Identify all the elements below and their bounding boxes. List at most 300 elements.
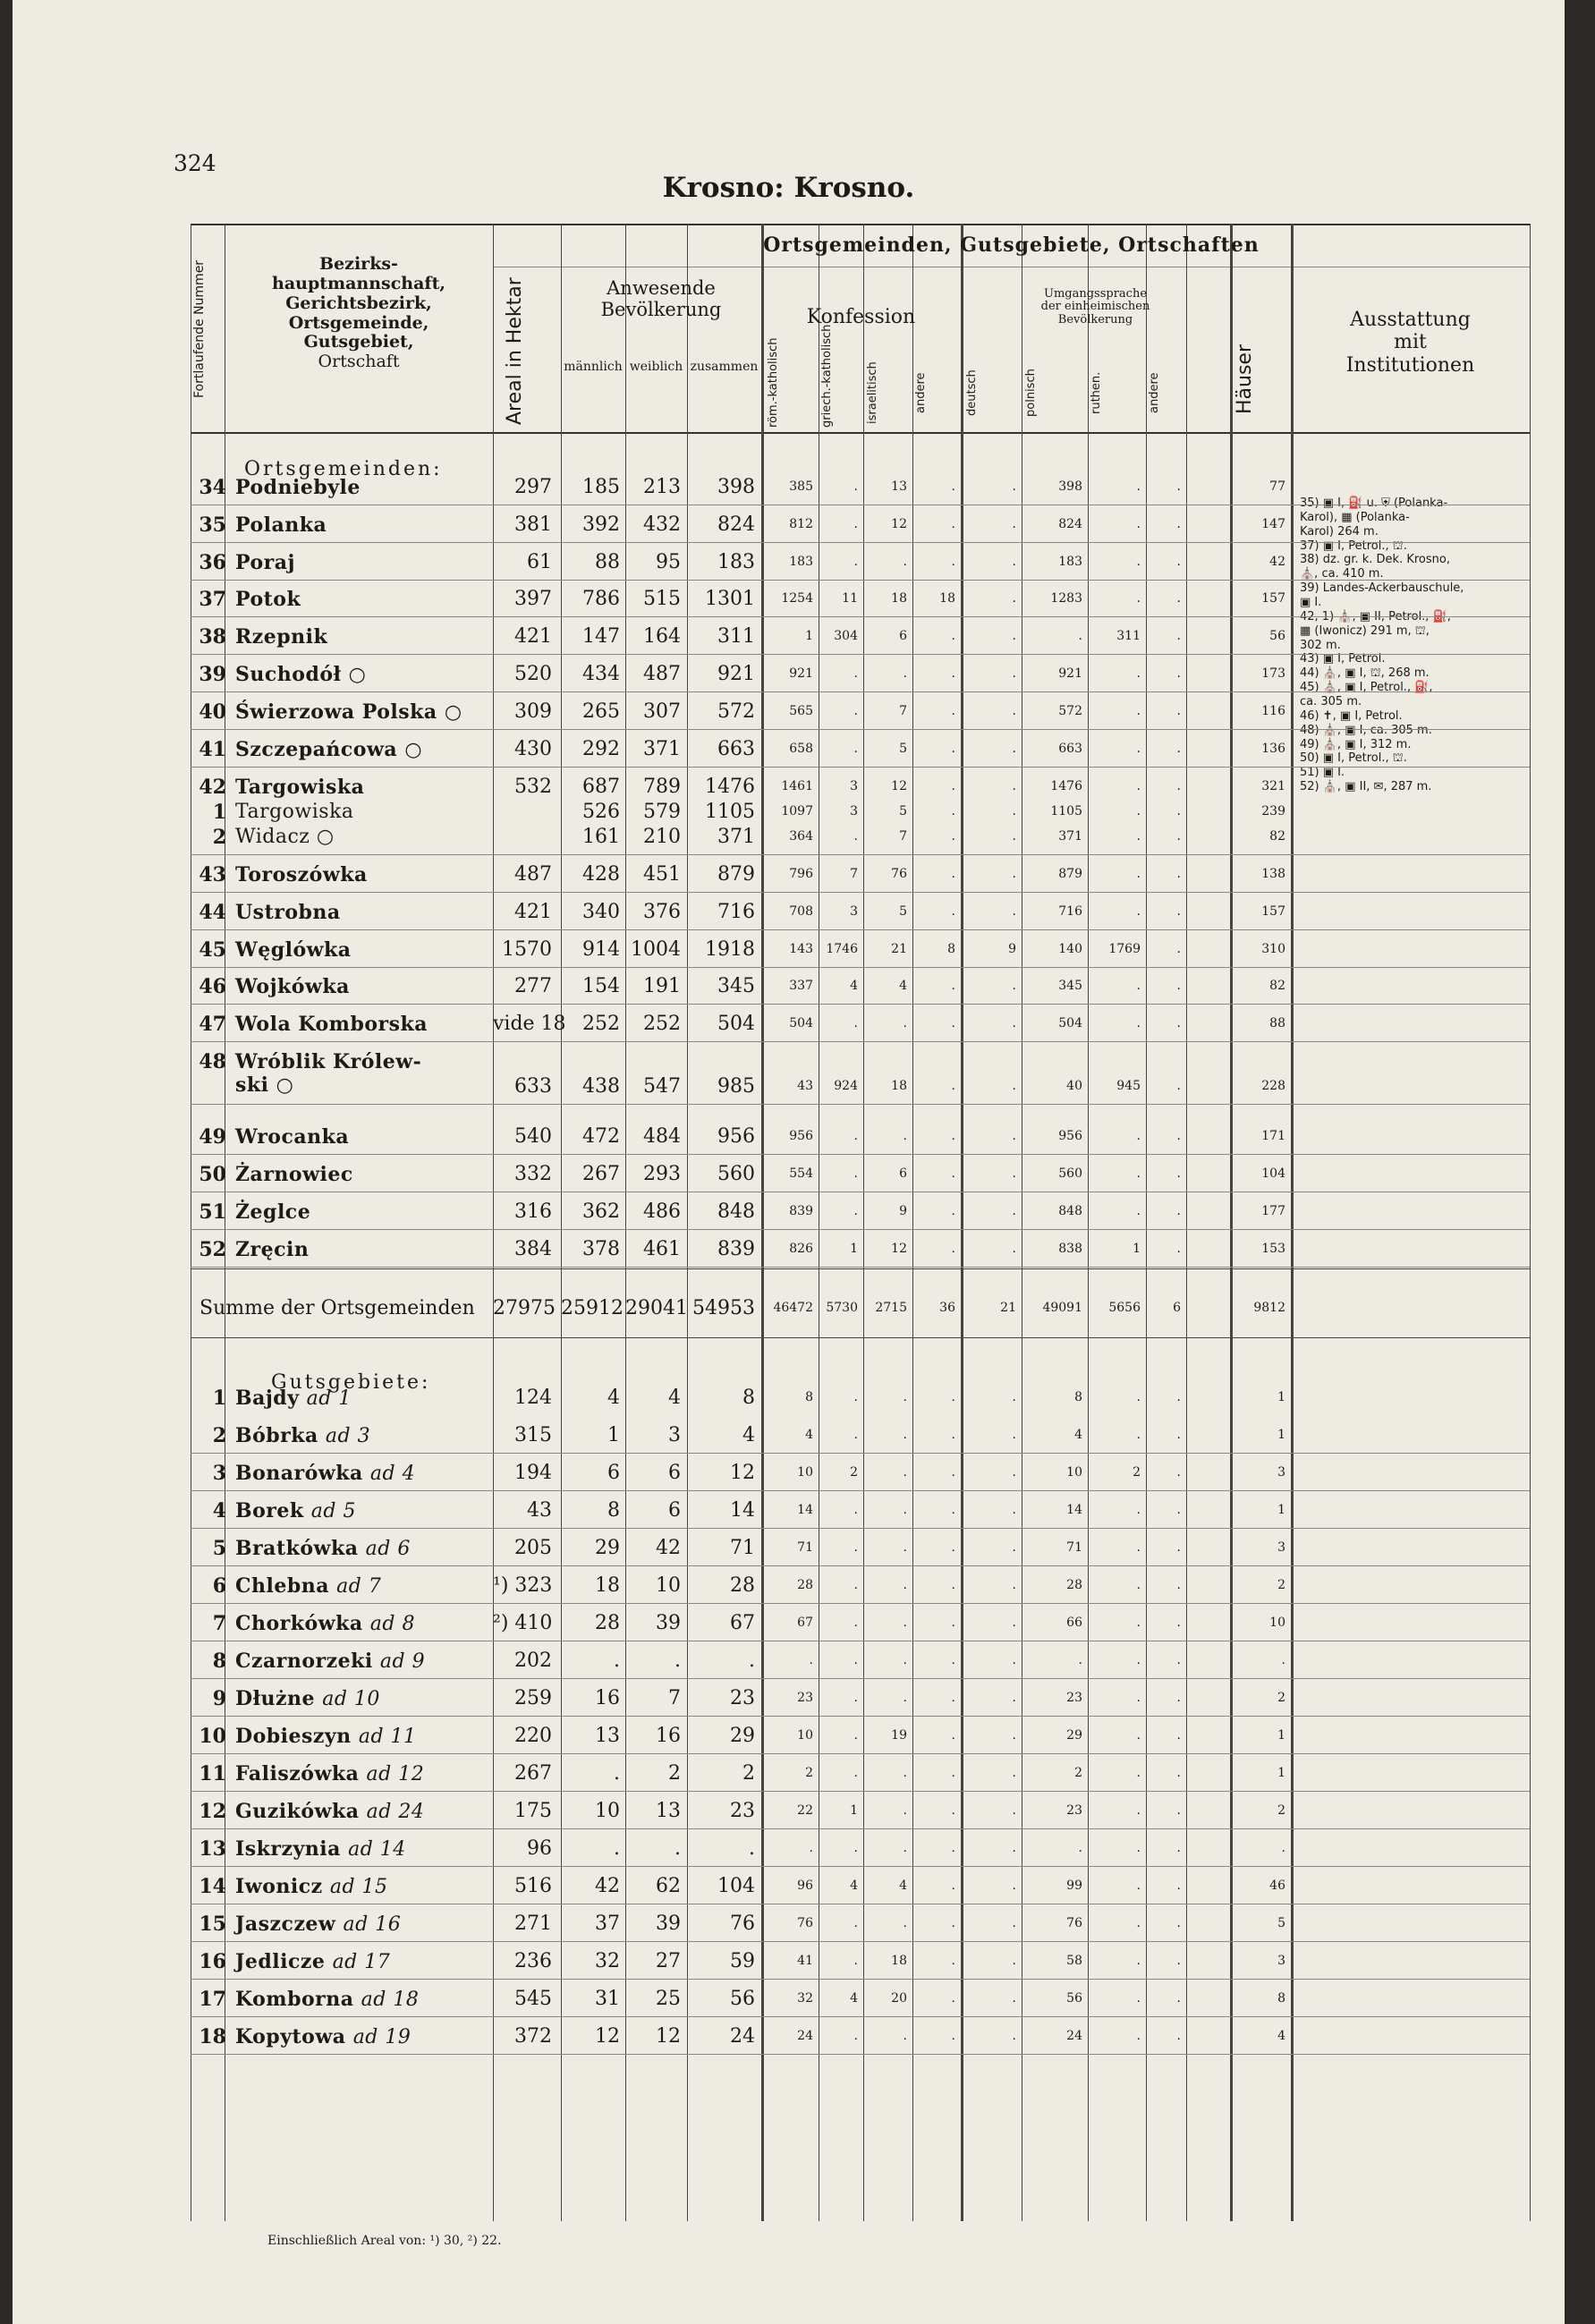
cell-t: 572 [717,700,755,723]
statistics-table: Fortlaufende Nummer Bezirks- hauptmannschaft, Gerichtsbezirk, Ortsgemeinde, Gutsgebiet, Ortschaft Ortsgemeinden, Gutsgebiete, Ortschaften Areal in Hektar Anwesende Bevölkerung männlich weiblich zusammen Konfession röm.-katholisch griech.-katholisch israelitisch andere Umgangssprache der einheimischen Bevölkerung deutsch polnisch ruthen. andere Häuser Ausstattung mit Institutionen Ortsgemeinden: Summe der Ortsgemeinden 27975 25912 29041 54953 46472 5730 2715 36 21 49091 5656 6 9812 Gutsgebiete: 35) ▣ I, ⛽ u. ⛨ (Polanka- Karol), ▦ (Polanka- Karol) 264 m. 37) ▣ I, Petrol., ⛫. 38) dz. gr. k. Dek. Krosno, ⛪, ca. 410 m. 39) Landes-Ackerbauschule, ▣ I. 42, 1) ⛪, ▣ II, Petrol., ⛽, ▦ (Iwonicz) 291 m, ⛫, 302 m. 43) ▣ I, Petrol. 44) ⛪, ▣ I, ⛫, 268 m. 45) ⛪, ▣ I, Petrol., ⛽, ca. 305 m. 46) ✝, ▣ I, Petrol. 48) ⛪, ▣ I, ca. 305 m. 49) ⛪, ▣ I, 312 m. 50) ▣ I, Petrol., ⛫. 51) ▣ I. 52) ⛪, ▣ II, ✉, 287 m. 34 Podniebyle 297 185 213 398 385 . 13 . . 398 . . 77 35 Polanka 381 392 432 824 812 . 12 . . 824 . . 147 36 Poraj 61 88 95 183 183 . . . . 183 . . 42 37 Potok 397 786 515 1301 1254 11 18 18 . 1283 . . 157 38 Rzepnik 421 147 164 311 1 304 6 . . . 311 . 56 39 Suchodół ○ 520 434 487 921 921 . . . . 921 . . 173 40 Świerzowa Polska ○ 309 265 307 572 565 . 7 . . 572 . . 116 41 Szczepańcowa ○ 430 292 371 663 658 . 5 . . 663 . . 136 42 Targowiska 532 687 789 1476 1461 3 12 . . 1476 . . 321 1 Targowiska 526 579 1105 1097 3 5 . . 1105 . . 239 2 Widacz ○ 161 210 371 364 . 7 . . 371 . . 82 43 Toroszówka 487 428 451 879 796 7 76 . . 879 . . 138 44 Ustrobna 421 340 376 716 708 3 5 . . 716 . . 157 45 Węglówka 1570 914 1004 1918 143 1746 21 8 9 140 1769 . 310 46 Wojkówka 277 154 191 345 337 4 4 . . 345 . . 82 47 Wola Komborska vide 18 252 252 504 504 . . . . 504 . . 88 48 Wróblik Królew- ski ○ 633 438 547 985 43 924 18 . . 40 945 . 228 49 Wrocanka 540 472 484 956 956 . . . . 956 . . 171 50 Żarnowiec 332 267 293 560 554 . 6 . . 560 . . 104 51 Żeglce 316 362 486 848 839 . 9 . . 848 . . 177 52 Zręcin 384 378 461 839 826 1 12 . . 838 1 . 153 1 Bajdy ad 1 124 4 4 8 8 . . . . 8 . . 1 2 Bóbrka ad 3 315 1 3 4 4 . . . . 4 . . 1 3 Bonarówka ad 4 194 6 6 12 10 2 . . . 10 2 . 3 4 Borek ad 5 43 8 6 14 14 . . . . 14 . . 1 5 Bratkówka ad 6 205 29 42 71 71 . . . . 71 . . 3 6 Chlebna ad 7 ¹) 323 18 10 28 28 . . . . 28 . . 2 7 Chorkówka ad 8 ²) 410 28 39 67 67 . . . . 66 . . 10 8 Czarnorzeki ad 9 202 . . . . . . . . . . . . 9 Dłużne ad 10 259 16 7 23 23 . . . . 23 . . 2 10 Dobieszyn ad 11 220 13 16 29 10 . 19 . . 29 . . 1 11 Faliszówka ad 12 267 . 2 2 2 . . . . 2 . . 1 12 Guzikówka ad 24 175 10 13 23 22 1 . . . 23 . . 2 13 Iskrzynia ad 14 96 . . . . . . . . . . . . 14 Iwonicz ad 15 516 42 62 104 96 4 4 . . 99 . . 46 15 Jaszczew ad 16 271 37 39 76 76 . . . . 76 . . 5 16 Jedlicze ad 17 236 32 27 59 41 . 18 . . 58 . . 3 17 Komborna ad 18 545 31 25 56 32 4 20 . . 56 . . 8 18 Kopytowa ad 19 372 12 12 24 24 . . . . 24 . . 4 [191,224,1530,2221]
cell-t: 8 [742,1387,755,1409]
cell-h: 116 [1261,704,1285,718]
cell-deu: . [1012,2029,1016,2043]
cell-area: 220 [514,1725,552,1747]
cell-and: . [951,979,955,993]
cell-pol: . [1078,629,1082,643]
cell-isr: . [903,1129,907,1143]
locality-name: Targowiska [235,801,354,823]
cell-area: 315 [514,1424,552,1446]
cell-rk: 10 [797,1728,813,1743]
cell-m: 687 [582,776,620,798]
cell-pol: 29 [1066,1728,1082,1743]
locality-name: Bratkówka ad 6 [235,1537,411,1560]
cell-rk: 1 [805,629,813,643]
cell-rk: 10 [797,1465,813,1480]
locality-name: Chlebna ad 7 [235,1574,382,1598]
cell-rk: 796 [789,867,813,881]
cell-rut: . [1136,1691,1141,1705]
cell-w: 210 [643,826,681,848]
cell-isr: 18 [891,1079,907,1093]
cell-deu: . [1012,666,1016,681]
cell-rk: 43 [797,1079,813,1093]
cell-rut: . [1136,1129,1141,1143]
cell-andl: . [1176,2029,1181,2043]
cell-deu: . [1012,1841,1016,1855]
cell-andl: . [1176,1954,1181,1968]
cell-h: 239 [1261,804,1285,818]
cell-area: 259 [514,1687,552,1709]
cell-isr: 4 [899,1879,907,1893]
cell-deu: . [1012,1503,1016,1517]
header-population: Anwesende Bevölkerung [600,277,722,321]
cell-isr: . [903,1465,907,1480]
cell-gk: . [853,1766,858,1780]
cell-and: . [951,804,955,818]
cell-rk: 565 [789,704,813,718]
footnote: Einschließlich Areal von: ¹) 30, ²) 22. [267,2234,502,2248]
cell-gk: . [853,829,858,844]
cell-rk: 364 [789,829,813,844]
cell-deu: . [1012,979,1016,993]
cell-rk: 28 [797,1578,813,1592]
cell-m: 914 [582,938,620,961]
cell-gk: 4 [850,979,858,993]
cell-and: . [951,1803,955,1818]
row-number: 5 [212,1537,226,1560]
cell-t: 29 [730,1725,755,1747]
cell-h: 10 [1269,1616,1285,1630]
cell-isr: 5 [899,804,907,818]
cell-pol: 345 [1058,979,1082,993]
cell-w: 25 [656,1988,681,2010]
cell-t: 1105 [705,801,755,823]
cell-isr: 20 [891,1991,907,2006]
cell-isr: . [903,1916,907,1930]
cell-h: 1 [1277,1428,1285,1442]
document-page [13,0,1565,2324]
row-number: 43 [199,863,226,886]
cell-t: 28 [730,1574,755,1597]
cell-t: 345 [717,975,755,997]
cell-pol: 1105 [1050,804,1082,818]
cell-rut: . [1136,517,1141,531]
cell-rk: . [809,1841,813,1855]
cell-area: 421 [514,625,552,648]
cell-w: 213 [643,476,681,498]
cell-rk: 96 [797,1879,813,1893]
cell-area: 297 [514,476,552,498]
cell-area: 384 [514,1238,552,1260]
cell-pol: 879 [1058,867,1082,881]
cell-andl: . [1176,1653,1181,1667]
cell-w: . [674,1650,681,1672]
cell-w: 252 [643,1013,681,1035]
cell-w: 307 [643,700,681,723]
cell-and: . [951,1841,955,1855]
cell-pol: 572 [1058,704,1082,718]
cell-isr: 9 [899,1204,907,1218]
row-number: 42 [199,776,226,799]
row-number: 45 [199,938,226,962]
cell-deu: . [1012,591,1016,606]
cell-isr: . [903,1841,907,1855]
cell-m: 438 [582,1075,620,1098]
row-number: 52 [199,1238,226,1261]
cell-w: 13 [656,1800,681,1822]
cell-andl: . [1176,1428,1181,1442]
locality-name: Rzepnik [235,625,328,649]
locality-name: Świerzowa Polska ○ [235,700,462,724]
row-number: 6 [212,1574,226,1598]
cell-w: 293 [643,1163,681,1185]
cell-pol: 140 [1058,942,1082,956]
cell-andl: . [1176,1016,1181,1031]
cell-gk: . [853,1390,858,1404]
header-localities: Ortsgemeinden, Gutsgebiete, Ortschaften [763,233,1260,257]
header-german: deutsch [965,369,979,416]
cell-deu: . [1012,1129,1016,1143]
cell-area: 545 [514,1988,552,2010]
cell-andl: . [1176,1242,1181,1256]
cell-and: . [951,1991,955,2006]
cell-h: 171 [1261,1129,1285,1143]
cell-m: 362 [582,1200,620,1223]
cell-h: . [1281,1841,1285,1855]
cell-w: 579 [643,801,681,823]
row-number: 1 [212,801,226,824]
cell-isr: 7 [899,829,907,844]
cell-rut: . [1136,1503,1141,1517]
cell-t: 23 [730,1687,755,1709]
cell-area: 277 [514,975,552,997]
row-number: 48 [199,1050,226,1073]
header-greek-catholic: griech.-katholisch [820,324,834,428]
locality-name: Chorkówka ad 8 [235,1612,415,1635]
cell-deu: . [1012,517,1016,531]
cell-and: . [951,829,955,844]
cell-rut: . [1136,1991,1141,2006]
row-number: 37 [199,588,226,611]
cell-and: . [951,1016,955,1031]
cell-rk: 1097 [781,804,813,818]
cell-gk: 924 [834,1079,858,1093]
cell-pol: 40 [1066,1079,1082,1093]
row-number: 40 [199,700,226,724]
cell-area: 205 [514,1537,552,1559]
header-row-number: Fortlaufende Nummer [192,259,207,399]
notes-block: 35) ▣ I, ⛽ u. ⛨ (Polanka- Karol), ▦ (Polanka- Karol) 264 m. 37) ▣ I, Petrol., ⛫. 38) dz. gr. k. Dek. Krosno, ⛪, ca. 410 m. 39) Landes-Ackerbauschule, ▣ I. 42, 1) ⛪, ▣ II, Petrol., ⛽, ▦ (Iwonicz) 291 m, ⛫, 302 m. 43) ▣ I, Petrol. 44) ⛪, ▣ I, ⛫, 268 m. 45) ⛪, ▣ I, Petrol., ⛽, ca. 305 m. 46) ✝, ▣ I, Petrol. 48) ⛪, ▣ I, ca. 305 m. 49) ⛪, ▣ I, 312 m. 50) ▣ I, Petrol., ⛫. 51) ▣ I. 52) ⛪, ▣ II, ✉, 287 m. [1300,496,1464,794]
cell-m: 265 [582,700,620,723]
cell-area: 194 [514,1462,552,1484]
locality-name: Czarnorzeki ad 9 [235,1650,426,1673]
cell-h: 157 [1261,904,1285,919]
cell-deu: . [1012,829,1016,844]
cell-area: 421 [514,901,552,923]
cell-isr: . [903,1390,907,1404]
cell-andl: . [1176,1766,1181,1780]
cell-and: . [951,1242,955,1256]
cell-and: . [951,1166,955,1181]
cell-rut: . [1136,1616,1141,1630]
cell-t: 848 [717,1200,755,1223]
cell-rk: 826 [789,1242,813,1256]
cell-rk: 504 [789,1016,813,1031]
cell-pol: . [1078,1841,1082,1855]
cell-rk: 23 [797,1691,813,1705]
locality-name: Jaszczew ad 16 [235,1913,402,1936]
cell-t: 1918 [705,938,755,961]
cell-gk: . [853,1916,858,1930]
cell-isr: . [903,1803,907,1818]
cell-rk: 554 [789,1166,813,1181]
header-other-language: andere [1148,372,1161,413]
cell-m: 29 [595,1537,620,1559]
cell-deu: . [1012,904,1016,919]
cell-isr: 19 [891,1728,907,1743]
cell-deu: . [1012,629,1016,643]
locality-name: Toroszówka [235,863,368,886]
cell-andl: . [1176,742,1181,756]
locality-name: Jedlicze ad 17 [235,1950,391,1973]
cell-rut: . [1136,1428,1141,1442]
cell-isr: 76 [891,867,907,881]
cell-rk: 1461 [781,779,813,793]
row-number: 35 [199,513,226,537]
cell-and: . [951,1204,955,1218]
cell-and: . [951,1129,955,1143]
cell-pol: 66 [1066,1616,1082,1630]
cell-and: . [951,867,955,881]
cell-rk: 76 [797,1916,813,1930]
cell-h: 56 [1269,629,1285,643]
cell-and: . [951,479,955,494]
cell-rut: . [1136,1954,1141,1968]
cell-pol: 56 [1066,1991,1082,2006]
cell-andl: . [1176,979,1181,993]
row-number: 2 [212,826,226,849]
cell-andl: . [1176,666,1181,681]
cell-pol: 99 [1066,1879,1082,1893]
cell-area: 202 [514,1650,552,1672]
cell-deu: . [1012,1204,1016,1218]
cell-deu: . [1012,1390,1016,1404]
cell-h: 2 [1277,1803,1285,1818]
cell-gk: 2 [850,1465,858,1480]
cell-deu: . [1012,1166,1016,1181]
locality-name: Potok [235,588,301,611]
cell-deu: . [1012,742,1016,756]
cell-rut: . [1136,1728,1141,1743]
cell-h: 104 [1261,1166,1285,1181]
cell-deu: . [1012,1916,1016,1930]
cell-m: 161 [582,826,620,848]
cell-rut: . [1136,1766,1141,1780]
cell-m: . [614,1762,620,1785]
cell-rk: 337 [789,979,813,993]
cell-deu: . [1012,1879,1016,1893]
cell-and: . [951,1079,955,1093]
cell-area: 43 [527,1499,552,1522]
row-number: 8 [212,1650,226,1673]
row-number: 41 [199,738,226,761]
cell-deu: 9 [1008,942,1016,956]
cell-m: 147 [582,625,620,648]
locality-name: Iwonicz ad 15 [235,1875,388,1898]
locality-name: Ustrobna [235,901,341,924]
row-number: 47 [199,1013,226,1036]
cell-area: 487 [514,863,552,886]
row-number: 46 [199,975,226,998]
cell-andl: . [1176,804,1181,818]
cell-andl: . [1176,1991,1181,2006]
cell-gk: 3 [850,904,858,919]
cell-rk: 32 [797,1991,813,2006]
cell-t: 1301 [705,588,755,610]
locality-name: Dłużne ad 10 [235,1687,380,1710]
cell-h: 321 [1261,779,1285,793]
cell-pol: 10 [1066,1465,1082,1480]
cell-t: 2 [742,1762,755,1785]
cell-rk: 708 [789,904,813,919]
cell-pol: 8 [1074,1390,1082,1404]
header-language: Umgangssprache der einheimischen Bevölkerung [1040,287,1150,327]
cell-h: 1 [1277,1728,1285,1743]
cell-gk: . [853,1503,858,1517]
cell-w: 6 [668,1499,681,1522]
cell-h: 138 [1261,867,1285,881]
cell-rut: 1 [1133,1242,1141,1256]
cell-area: 96 [527,1837,552,1860]
cell-h: 173 [1261,666,1285,681]
cell-t: 76 [730,1913,755,1935]
cell-and: . [951,1954,955,1968]
cell-isr: . [903,1578,907,1592]
cell-rk: 4 [805,1428,813,1442]
cell-isr: 12 [891,779,907,793]
row-number: 7 [212,1612,226,1635]
cell-m: 252 [582,1013,620,1035]
cell-andl: . [1176,1916,1181,1930]
cell-isr: . [903,1016,907,1031]
cell-m: 267 [582,1163,620,1185]
cell-isr: . [903,1503,907,1517]
cell-gk: . [853,1841,858,1855]
cell-gk: 3 [850,779,858,793]
cell-t: . [749,1837,755,1860]
locality-name: Żarnowiec [235,1163,353,1186]
cell-pol: 398 [1058,479,1082,494]
cell-rk: 143 [789,942,813,956]
cell-and: 8 [947,942,955,956]
cell-deu: . [1012,1428,1016,1442]
cell-t: . [749,1650,755,1672]
cell-isr: . [903,1616,907,1630]
cell-and: . [951,1465,955,1480]
cell-rut: . [1136,1204,1141,1218]
cell-area: 271 [514,1913,552,1935]
cell-rut: . [1136,555,1141,569]
cell-gk: . [853,1204,858,1218]
cell-andl: . [1176,479,1181,494]
header-district: Bezirks- hauptmannschaft, Gerichtsbezirk, Ortsgemeinde, Gutsgebiet, Ortschaft [272,254,445,372]
cell-t: 560 [717,1163,755,1185]
cell-isr: 21 [891,942,907,956]
cell-deu: . [1012,1016,1016,1031]
cell-w: 2 [668,1762,681,1785]
cell-w: 39 [656,1612,681,1634]
cell-gk: 11 [842,591,858,606]
cell-deu: . [1012,779,1016,793]
row-number: 1 [212,1387,226,1410]
cell-m: 392 [582,513,620,536]
cell-rut: . [1136,742,1141,756]
cell-t: 1476 [705,776,755,798]
row-number: 49 [199,1125,226,1149]
cell-and: . [951,1616,955,1630]
cell-area: 1570 [502,938,552,961]
cell-area: 430 [514,738,552,760]
cell-isr: 13 [891,479,907,494]
cell-w: 515 [643,588,681,610]
cell-rut: . [1136,1578,1141,1592]
cell-w: 164 [643,625,681,648]
cell-isr: . [903,555,907,569]
cell-w: 461 [643,1238,681,1260]
cell-deu: . [1012,1803,1016,1818]
row-number: 2 [212,1424,226,1447]
cell-pol: 23 [1066,1803,1082,1818]
cell-gk: 1 [850,1803,858,1818]
row-number: 10 [199,1725,226,1748]
cell-pol: 1476 [1050,779,1082,793]
row-number: 38 [199,625,226,649]
cell-w: 42 [656,1537,681,1559]
cell-rut: 945 [1116,1079,1141,1093]
cell-rut: 1769 [1108,942,1141,956]
cell-deu: . [1012,1991,1016,2006]
cell-andl: . [1176,591,1181,606]
cell-rk: 839 [789,1204,813,1218]
cell-isr: 5 [899,742,907,756]
cell-h: 1 [1277,1390,1285,1404]
locality-name: Zręcin [235,1238,310,1261]
cell-t: 398 [717,476,755,498]
cell-and: . [951,1766,955,1780]
cell-w: 62 [656,1875,681,1897]
cell-rk: 183 [789,555,813,569]
cell-h: 2 [1277,1691,1285,1705]
header-total: zusammen [690,360,759,374]
cell-rut: . [1136,1016,1141,1031]
cell-andl: . [1176,1390,1181,1404]
cell-t: 504 [717,1013,755,1035]
cell-and: 18 [939,591,955,606]
cell-andl: . [1176,867,1181,881]
cell-area: 633 [514,1075,552,1098]
locality-name: Iskrzynia ad 14 [235,1837,406,1861]
cell-rk: 658 [789,742,813,756]
cell-m: 6 [607,1462,620,1484]
row-number: 39 [199,663,226,686]
cell-w: 547 [643,1075,681,1098]
cell-and: . [951,779,955,793]
cell-gk: . [853,1616,858,1630]
cell-and: . [951,904,955,919]
cell-rk: 67 [797,1616,813,1630]
cell-rut: . [1136,1390,1141,1404]
cell-isr: 18 [891,1954,907,1968]
